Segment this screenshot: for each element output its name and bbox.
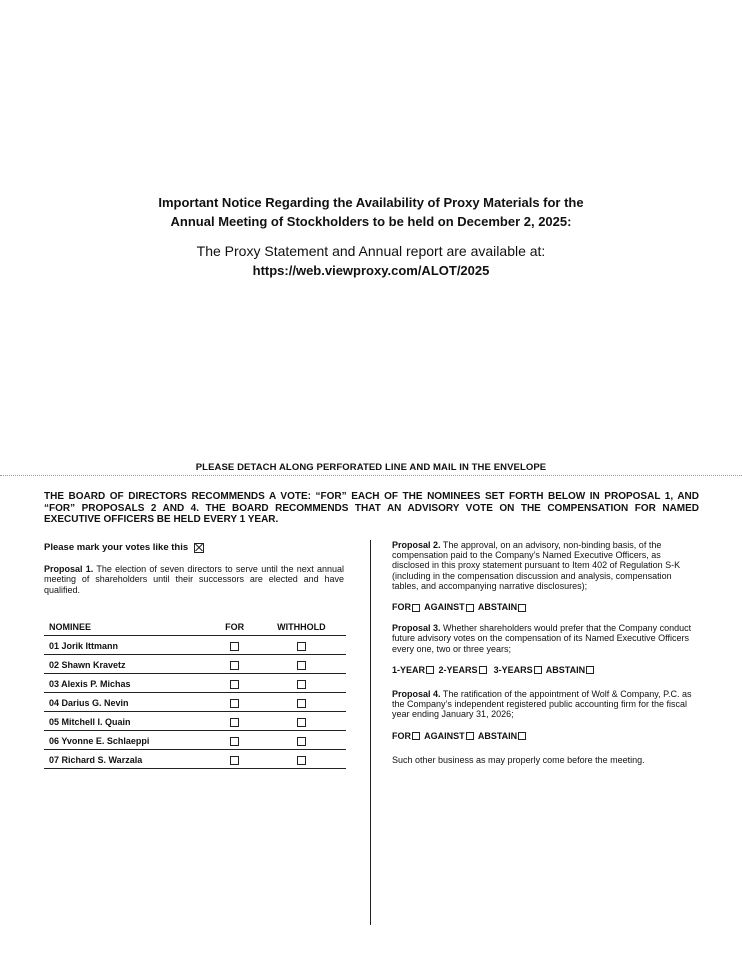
p3-abstain-checkbox[interactable] [586,666,594,674]
p2-abstain-checkbox[interactable] [518,604,526,612]
table-row [44,636,346,655]
p4-for-checkbox[interactable] [412,732,420,740]
notice-heading-line1: Important Notice Regarding the Availability of Proxy Materials for the [158,195,584,210]
perforated-line [0,475,742,476]
proposal-2-options [392,602,700,612]
proposal-1 [44,564,344,596]
left-column [44,543,344,595]
p2-for-checkbox[interactable] [412,604,420,612]
proposal-1-label: Proposal 1. [44,563,94,574]
for-checkbox[interactable] [230,661,239,670]
other-business: Such other business as may properly come before the meeting. [392,754,645,765]
x-mark-icon [194,543,204,553]
p4-abstain-checkbox[interactable] [518,732,526,740]
p4-option-against: AGAINST [424,730,465,741]
proposal-2 [392,540,700,591]
withhold-checkbox[interactable] [297,642,306,651]
withhold-checkbox[interactable] [297,661,306,670]
proposal-4 [392,689,700,720]
p2-against-checkbox[interactable] [466,604,474,612]
table-row [44,655,346,674]
proxy-materials-url[interactable]: https://web.viewproxy.com/ALOT/2025 [252,263,490,278]
header-withhold: WITHHOLD [257,618,346,636]
proposal-3 [392,623,700,654]
for-checkbox[interactable] [230,699,239,708]
column-divider [370,540,371,925]
board-recommendation: THE BOARD OF DIRECTORS RECOMMENDS A VOTE: “FOR” EACH OF THE NOMINEES SET FORTH BELOW IN PROPOSAL 1, AND “FOR” PROPOSALS 2 AND 4. THE BOARD RECOMMENDS THAT AN ADVISORY VOTE ON THE COMPENSATION FOR NAMED EXECUTIVE OFFICERS BE HELD EVERY 1 YEAR. [44,491,699,525]
table-row [44,693,346,712]
proposal-2-text: The approval, on an advisory, non-binding basis, of the compensation paid to the Company’s Named Executive Officers, as disclosed in this proxy statement pursuant to Item 402 of Regulation S-K (including in the compensation discussion and analysis, compensation tables, and accompanying narrative disclosures); [392,540,681,591]
withhold-checkbox[interactable] [297,756,306,765]
for-checkbox[interactable] [230,737,239,746]
availability-notice [0,193,742,280]
mark-votes-instruction [44,543,344,554]
p4-option-abstain: ABSTAIN [477,730,518,741]
for-checkbox[interactable] [230,756,239,765]
p4-against-checkbox[interactable] [466,732,474,740]
nominee-table-header [44,618,346,636]
proposal-4-text: The ratification of the appointment of Wolf & Company, P.C. as the Company’s independent registered public accounting firm for the fiscal year ending January 31, 2026; [392,689,692,720]
p3-option-1-year: 1-YEAR [392,664,426,675]
mark-votes-label: Please mark your votes like this [44,542,189,553]
nominee-table [44,618,346,769]
for-checkbox[interactable] [230,718,239,727]
nominee-name: 02 Shawn Kravetz [44,655,212,674]
proposal-4-label: Proposal 4. [392,689,441,700]
withhold-checkbox[interactable] [297,680,306,689]
notice-subtext: The Proxy Statement and Annual report are available at: [196,243,546,259]
withhold-checkbox[interactable] [297,718,306,727]
for-checkbox[interactable] [230,680,239,689]
p3-option-2-years: 2-YEARS [438,664,478,675]
nominee-name: 05 Mitchell I. Quain [44,712,212,731]
proposal-3-label: Proposal 3. [392,623,441,634]
proposal-2-label: Proposal 2. [392,540,441,550]
header-nominee: NOMINEE [44,618,212,636]
p3-2-years-checkbox[interactable] [479,666,487,674]
nominee-name: 01 Jorik Ittmann [44,636,212,655]
p2-option-for: FOR [392,602,411,613]
nominee-name: 07 Richard S. Warzala [44,750,212,769]
p3-option-3-years: 3-YEARS [493,664,533,675]
right-column [392,540,700,776]
header-for: FOR [212,618,256,636]
table-row [44,750,346,769]
proposal-3-options [392,665,700,675]
p2-option-against: AGAINST [424,602,465,613]
table-row [44,731,346,750]
for-checkbox[interactable] [230,642,239,651]
proposal-3-text: Whether shareholders would prefer that the Company conduct future advisory votes on the compensation of its Named Executive Officers every one, two or three years; [392,623,692,654]
proposal-4-options [392,731,700,741]
p3-3-years-checkbox[interactable] [534,666,542,674]
table-row [44,712,346,731]
p3-1-year-checkbox[interactable] [426,666,434,674]
nominee-name: 04 Darius G. Nevin [44,693,212,712]
nominee-name: 06 Yvonne E. Schlaeppi [44,731,212,750]
notice-heading-line2: Annual Meeting of Stockholders to be held on December 2, 2025: [170,214,572,229]
p3-option-abstain: ABSTAIN [545,664,586,675]
withhold-checkbox[interactable] [297,699,306,708]
table-row [44,674,346,693]
detach-instruction: PLEASE DETACH ALONG PERFORATED LINE AND MAIL IN THE ENVELOPE [195,462,547,473]
proposal-1-text: The election of seven directors to serve until the next annual meeting of shareholders until their successors are elected and have qualified. [44,563,344,595]
p2-option-abstain: ABSTAIN [477,602,518,613]
nominee-name: 03 Alexis P. Michas [44,674,212,693]
withhold-checkbox[interactable] [297,737,306,746]
p4-option-for: FOR [392,730,411,741]
